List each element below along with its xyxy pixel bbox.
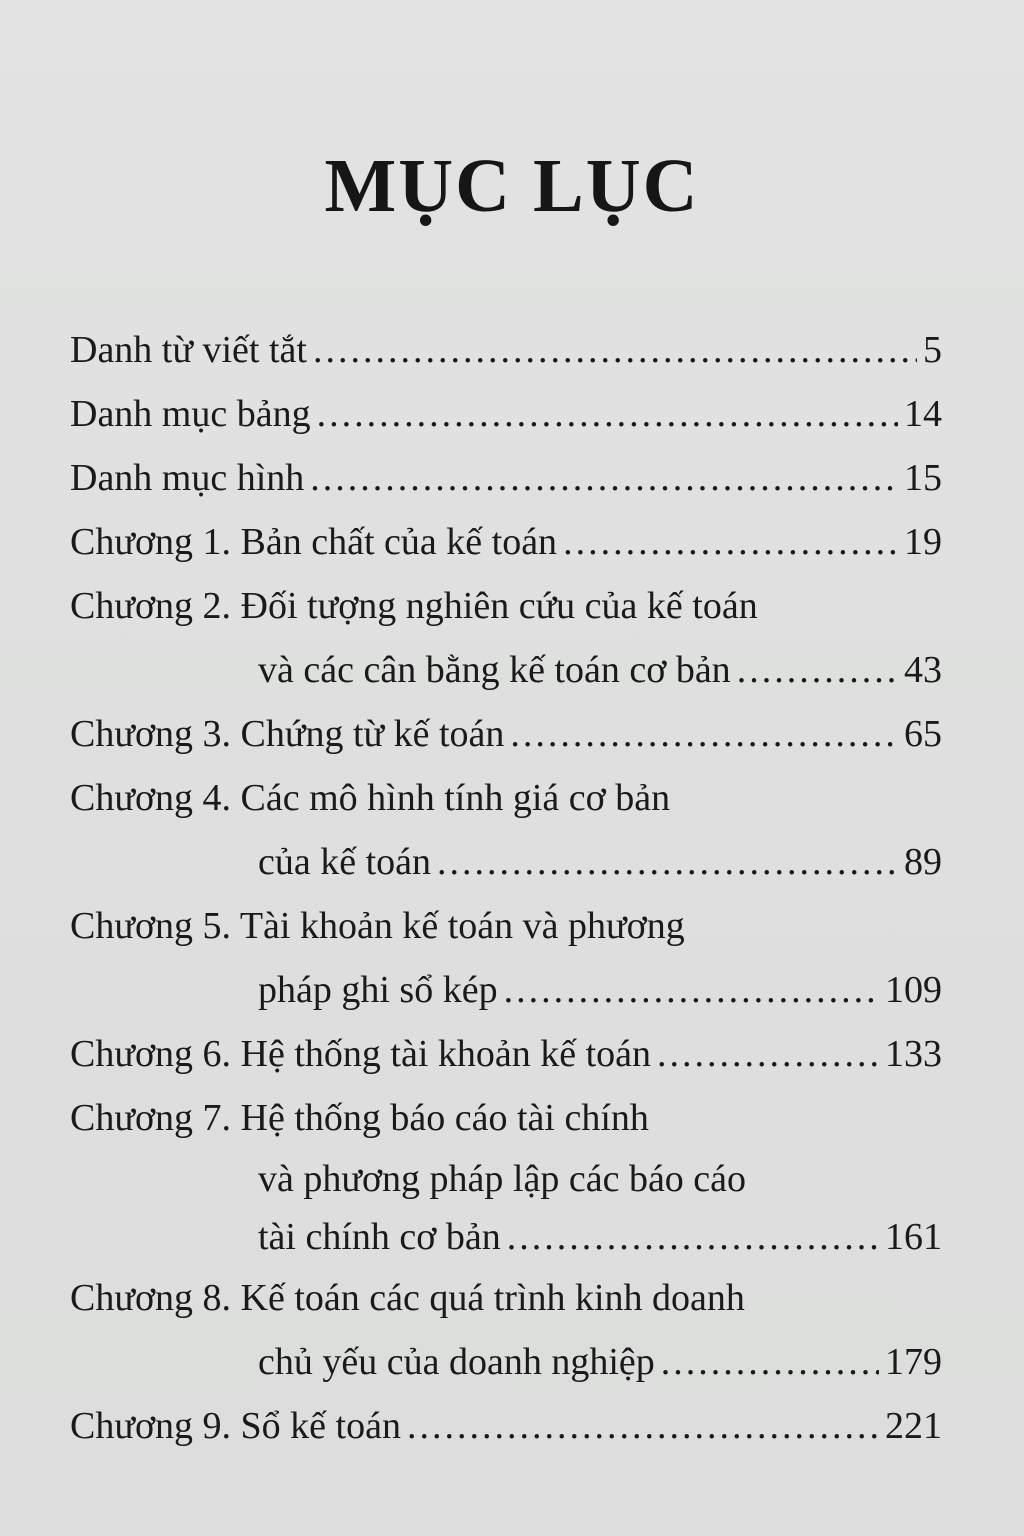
toc-entry-chapter-7-continued-1 [70, 1150, 942, 1208]
toc-page-number: 109 [885, 969, 942, 1011]
dot-leader [310, 446, 898, 510]
toc-page-number: 221 [885, 1405, 942, 1447]
toc-entry-chapter-5 [70, 894, 942, 958]
toc-entry-chapter-8 [70, 1266, 942, 1330]
toc-entry-chapter-2 [70, 574, 942, 638]
dot-leader [504, 958, 879, 1022]
toc-entry-label: Chương 6. Hệ thống tài khoản kế toán [70, 1033, 652, 1075]
dot-leader [510, 702, 898, 766]
dot-leader [661, 1330, 879, 1394]
toc-entry-label-continued: và các cân bằng kế toán cơ bản [258, 649, 731, 691]
toc-entry-label: Chương 2. Đối tượng nghiên cứu của kế toán [70, 585, 758, 627]
toc-entry-label: Chương 8. Kế toán các quá trình kinh doanh [70, 1277, 745, 1319]
dot-leader [657, 1022, 879, 1086]
dot-leader [737, 638, 898, 702]
toc-entry-chapter-6 [70, 1022, 942, 1086]
dot-leader [437, 830, 898, 894]
toc-page-number: 65 [904, 713, 942, 755]
toc-entry-label: Chương 3. Chứng từ kế toán [70, 713, 505, 755]
page-title: MỤC LỤC [324, 144, 700, 228]
toc-entry-list-of-tables [70, 382, 942, 446]
toc-entry-label: Danh mục hình [70, 457, 305, 499]
toc-entry-chapter-5-continued [70, 958, 942, 1022]
toc-page-number: 133 [885, 1033, 942, 1075]
table-of-contents [70, 318, 942, 1458]
toc-page-number: 15 [904, 457, 942, 499]
toc-page-number: 14 [904, 393, 942, 435]
toc-page-number: 161 [885, 1216, 942, 1258]
toc-entry-label: Chương 9. Sổ kế toán [70, 1405, 401, 1447]
dot-leader [507, 1208, 879, 1266]
toc-entry-chapter-4-continued [70, 830, 942, 894]
toc-entry-label: Chương 4. Các mô hình tính giá cơ bản [70, 777, 671, 819]
toc-entry-label: Danh mục bảng [70, 393, 311, 435]
toc-page-number: 19 [904, 521, 942, 563]
toc-entry-label-continued: tài chính cơ bản [258, 1216, 501, 1258]
dot-leader [563, 510, 898, 574]
toc-entry-chapter-1 [70, 510, 942, 574]
toc-entry-chapter-7-continued-2 [70, 1208, 942, 1266]
dot-leader [407, 1394, 879, 1458]
dot-leader [313, 318, 917, 382]
toc-entry-list-of-figures [70, 446, 942, 510]
toc-page-number: 89 [904, 841, 942, 883]
toc-entry-chapter-2-continued [70, 638, 942, 702]
toc-entry-label-continued: pháp ghi sổ kép [258, 969, 498, 1011]
toc-entry-label-continued: của kế toán [258, 841, 432, 883]
toc-entry-chapter-8-continued [70, 1330, 942, 1394]
toc-entry-label-continued: chủ yếu của doanh nghiệp [258, 1341, 655, 1383]
toc-entry-chapter-9 [70, 1394, 942, 1458]
toc-page-number: 179 [885, 1341, 942, 1383]
dot-leader [317, 382, 898, 446]
toc-entry-chapter-7 [70, 1086, 942, 1150]
toc-entry-chapter-3 [70, 702, 942, 766]
toc-entry-chapter-4 [70, 766, 942, 830]
toc-page-number: 43 [904, 649, 942, 691]
toc-entry-abbreviations [70, 318, 942, 382]
toc-entry-label: Chương 5. Tài khoản kế toán và phương [70, 905, 685, 947]
toc-entry-label: Chương 7. Hệ thống báo cáo tài chính [70, 1097, 649, 1139]
toc-entry-label-continued: và phương pháp lập các báo cáo [258, 1158, 747, 1200]
toc-entry-label: Chương 1. Bản chất của kế toán [70, 521, 558, 563]
toc-page-number: 5 [923, 329, 942, 371]
toc-entry-label: Danh từ viết tắt [70, 329, 307, 371]
